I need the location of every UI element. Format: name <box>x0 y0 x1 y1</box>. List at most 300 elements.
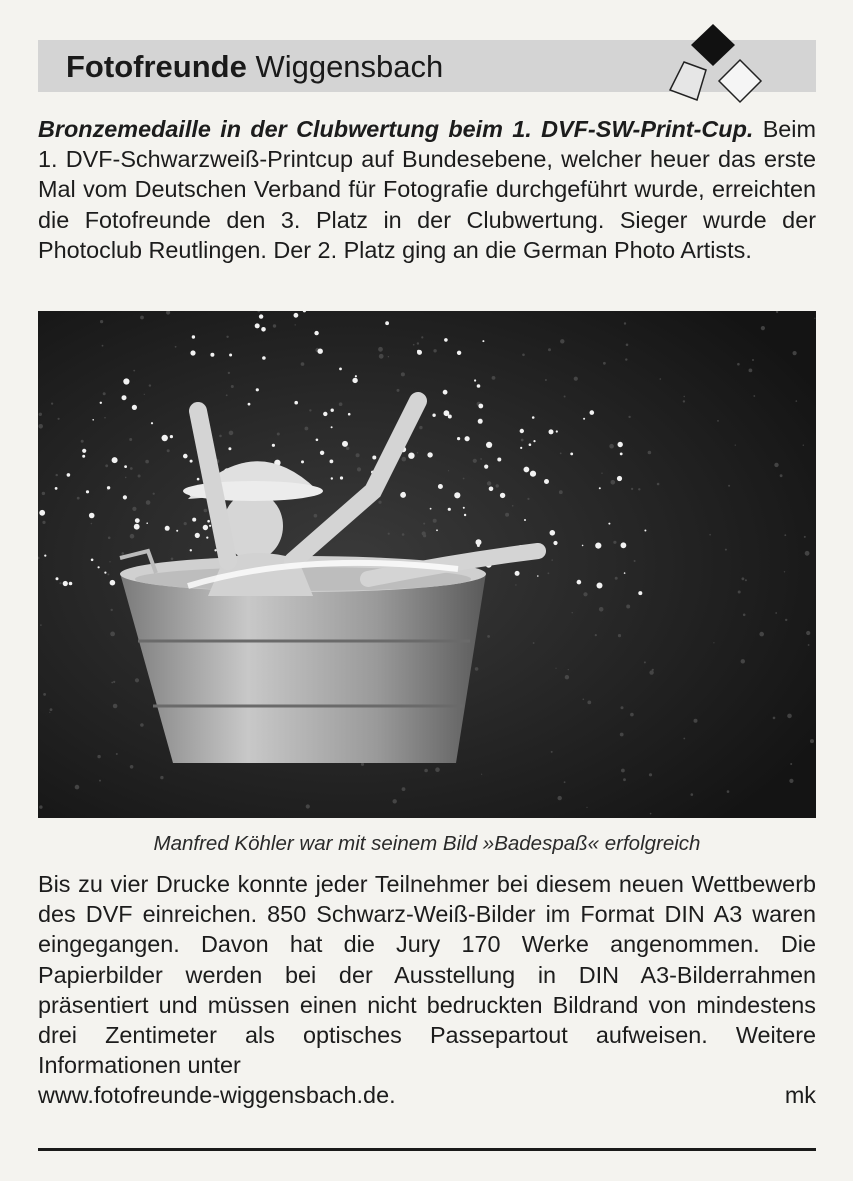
grass-fleck <box>745 579 747 581</box>
grass-fleck <box>789 779 793 783</box>
water-droplet <box>55 487 58 490</box>
grass-fleck <box>111 682 113 684</box>
water-droplet <box>110 580 116 586</box>
water-droplet <box>294 401 298 405</box>
water-droplet <box>331 409 334 412</box>
grass-fleck <box>146 500 151 505</box>
grass-fleck <box>728 485 730 487</box>
grass-fleck <box>761 326 765 330</box>
grass-fleck <box>160 776 163 779</box>
water-droplet <box>206 537 208 539</box>
grass-fleck <box>620 733 624 737</box>
water-droplet <box>228 447 231 450</box>
grass-fleck <box>130 765 134 769</box>
grass-fleck <box>644 661 646 663</box>
water-droplet <box>210 353 214 357</box>
grass-fleck <box>171 558 174 561</box>
water-droplet <box>457 351 461 355</box>
water-droplet <box>63 581 68 586</box>
grass-fleck <box>773 717 776 720</box>
grass-fleck <box>138 475 141 478</box>
grass-fleck <box>603 362 606 365</box>
grass-fleck <box>129 438 132 441</box>
grass-fleck <box>219 435 222 438</box>
water-droplet <box>209 525 211 527</box>
grass-fleck <box>314 514 318 518</box>
water-droplet <box>474 379 476 381</box>
grass-fleck <box>102 345 104 347</box>
grass-fleck <box>388 356 389 357</box>
grass-fleck <box>626 605 630 609</box>
water-droplet <box>124 465 127 468</box>
water-droplet <box>401 492 405 496</box>
grass-fleck <box>814 318 815 319</box>
water-droplet <box>478 419 483 424</box>
water-droplet <box>477 544 480 547</box>
grass-fleck <box>39 805 42 808</box>
grass-fleck <box>149 384 151 386</box>
water-droplet <box>570 453 573 456</box>
water-droplet <box>617 476 622 481</box>
grass-fleck <box>402 533 405 536</box>
grass-fleck <box>683 400 685 402</box>
grass-fleck <box>393 799 397 803</box>
grass-fleck <box>784 571 785 572</box>
grass-fleck <box>548 572 550 574</box>
water-droplet <box>67 473 71 477</box>
water-droplet <box>44 555 46 557</box>
grass-fleck <box>130 467 133 470</box>
grass-fleck <box>40 624 42 626</box>
club-title-bold: Fotofreunde <box>66 49 247 84</box>
grass-fleck <box>184 522 187 525</box>
water-droplet <box>553 541 557 545</box>
grass-fleck <box>522 354 525 357</box>
water-droplet <box>262 356 266 360</box>
water-droplet <box>348 413 351 416</box>
grass-fleck <box>684 396 685 397</box>
water-droplet <box>165 526 170 531</box>
grass-fleck <box>473 459 477 463</box>
water-droplet <box>176 530 178 532</box>
water-droplet <box>190 350 195 355</box>
grass-fleck <box>38 424 43 429</box>
water-droplet <box>597 583 603 589</box>
grass-fleck <box>803 445 804 446</box>
water-droplet <box>192 335 195 338</box>
grass-fleck <box>433 519 437 523</box>
water-droplet <box>294 313 299 318</box>
grass-fleck <box>559 490 563 494</box>
water-droplet <box>577 580 582 585</box>
grass-fleck <box>49 712 50 713</box>
water-droplet <box>624 572 626 574</box>
water-droplet <box>408 453 414 459</box>
water-droplet <box>214 549 216 551</box>
grass-fleck <box>683 738 685 740</box>
grass-fleck <box>113 704 118 709</box>
grass-fleck <box>229 431 234 436</box>
grass-fleck <box>175 346 177 348</box>
water-droplet <box>454 492 460 498</box>
grass-fleck <box>59 582 61 584</box>
water-droplet <box>638 591 642 595</box>
water-droplet <box>331 477 333 479</box>
grass-fleck <box>784 534 786 536</box>
grass-fleck <box>752 359 754 361</box>
grass-fleck <box>463 478 465 480</box>
grass-fleck <box>759 632 764 637</box>
water-droplet <box>583 418 585 420</box>
grass-fleck <box>568 669 569 670</box>
water-droplet <box>448 508 451 511</box>
water-droplet <box>427 452 432 457</box>
grass-fleck <box>626 344 629 347</box>
grass-fleck <box>551 751 553 753</box>
grass-fleck <box>379 354 384 359</box>
grass-fleck <box>357 467 361 471</box>
grass-fleck <box>694 719 698 723</box>
grass-fleck <box>423 523 425 525</box>
water-droplet <box>486 442 492 448</box>
water-droplet <box>190 549 192 551</box>
water-droplet <box>457 437 460 440</box>
grass-fleck <box>548 348 551 351</box>
grass-fleck <box>81 440 84 443</box>
water-droplet <box>620 453 623 456</box>
water-droplet <box>342 441 348 447</box>
water-droplet <box>520 447 522 449</box>
grass-fleck <box>480 458 482 460</box>
water-droplet <box>207 520 210 523</box>
grass-fleck <box>111 609 113 611</box>
grass-fleck <box>657 483 660 486</box>
grass-fleck <box>305 427 309 431</box>
water-droplet <box>484 465 488 469</box>
grass-fleck <box>91 523 93 525</box>
water-droplet <box>444 338 448 342</box>
grass-fleck <box>808 644 810 646</box>
water-droplet <box>104 572 106 574</box>
grass-fleck <box>277 433 280 436</box>
grass-fleck <box>574 377 578 381</box>
website-link[interactable]: www.fotofreunde-wiggensbach.de. <box>38 1082 396 1109</box>
grass-fleck <box>621 769 625 773</box>
body-text: Bis zu vier Drucke konnte jeder Teilnehmer bei diesem neuen Wettbewerb des DVF einreichen. 850 Schwarz-Weiß-Bilder im Format DIN A3 waren eingegangen. Davon hat die Jury 170 Werke angenommen. Die Papierbilder werden bei der Ausstellung in DIN A3-Bilderrahmen präsentiert und müssen einen nicht bedruckten Bildrand von mindestens drei Zentimeter als optisches Passepartout aufweisen. Weitere Informationen unter <box>38 871 816 1079</box>
water-droplet <box>314 331 318 335</box>
water-droplet <box>323 412 327 416</box>
grass-fleck <box>231 385 234 388</box>
grass-fleck <box>402 787 406 791</box>
water-droplet <box>595 543 601 549</box>
water-droplet <box>98 566 100 568</box>
grass-fleck <box>228 372 230 374</box>
grass-fleck <box>116 753 118 755</box>
grass-fleck <box>609 444 614 449</box>
water-droplet <box>248 403 251 406</box>
water-droplet <box>465 436 470 441</box>
grass-fleck <box>650 813 652 815</box>
water-droplet <box>183 454 188 459</box>
grass-fleck <box>417 452 418 453</box>
grass-fleck <box>339 402 343 406</box>
water-droplet <box>537 575 539 577</box>
grass-fleck <box>295 324 296 325</box>
water-droplet <box>316 439 319 442</box>
water-droplet <box>482 340 484 342</box>
water-droplet <box>112 457 118 463</box>
grass-fleck <box>125 477 127 479</box>
grass-fleck <box>42 521 45 524</box>
water-droplet <box>82 449 86 453</box>
water-droplet <box>229 354 232 357</box>
club-title-regular: Wiggensbach <box>255 49 444 84</box>
grass-fleck <box>560 453 562 455</box>
water-droplet <box>549 429 554 434</box>
grass-fleck <box>527 498 529 500</box>
grass-fleck <box>140 316 144 320</box>
grass-fleck <box>638 488 640 490</box>
grass-fleck <box>475 667 479 671</box>
water-droplet <box>320 451 324 455</box>
lead-paragraph <box>38 114 816 265</box>
grass-fleck <box>104 417 106 419</box>
grass-fleck <box>487 635 490 638</box>
grass-fleck <box>140 723 144 727</box>
grass-fleck <box>628 416 630 418</box>
water-droplet <box>500 493 505 498</box>
water-droplet <box>132 405 137 410</box>
grass-fleck <box>717 420 719 422</box>
grass-fleck <box>742 577 745 580</box>
water-droplet <box>443 390 448 395</box>
grass-fleck <box>691 793 694 796</box>
grass-fleck <box>492 376 496 380</box>
water-droplet <box>135 518 140 523</box>
grass-fleck <box>601 473 602 474</box>
water-droplet <box>123 378 129 384</box>
grass-fleck <box>43 693 46 696</box>
grass-fleck <box>793 351 797 355</box>
grass-fleck <box>397 389 400 392</box>
grass-fleck <box>135 678 139 682</box>
grass-fleck <box>595 634 597 636</box>
water-droplet <box>146 522 148 524</box>
grass-fleck <box>424 769 428 773</box>
water-droplet <box>272 444 275 447</box>
water-droplet <box>590 410 595 415</box>
water-droplet <box>464 514 466 516</box>
grass-fleck <box>785 619 787 621</box>
grass-fleck <box>586 807 587 808</box>
photo-badespass <box>38 311 816 818</box>
water-droplet <box>432 414 435 417</box>
grass-fleck <box>787 714 792 719</box>
grass-fleck <box>423 534 426 537</box>
grass-fleck <box>419 426 422 429</box>
photo-caption: Manfred Köhler war mit seinem Bild »Badespaß« erfolgreich <box>153 832 701 855</box>
water-droplet <box>170 435 173 438</box>
water-droplet <box>618 442 623 447</box>
grass-fleck <box>50 708 53 711</box>
grass-fleck <box>565 675 569 679</box>
grass-fleck <box>805 551 810 556</box>
grass-fleck <box>496 484 499 487</box>
grass-fleck <box>572 612 573 613</box>
grass-fleck <box>649 670 653 674</box>
water-droplet <box>621 542 627 548</box>
water-droplet <box>256 388 259 391</box>
grass-fleck <box>551 559 553 561</box>
water-droplet <box>533 440 535 442</box>
diamond-logo-icon <box>660 18 770 108</box>
grass-fleck <box>796 400 798 402</box>
bottom-rule <box>38 1148 816 1151</box>
water-droplet <box>489 487 494 492</box>
grass-fleck <box>306 804 310 808</box>
headline: Bronzemedaille in der Clubwertung beim 1. DVF-SW-Print-Cup. <box>38 116 754 142</box>
water-droplet <box>430 508 432 510</box>
grass-fleck <box>361 763 364 766</box>
water-droplet <box>107 486 110 489</box>
grass-fleck <box>727 790 730 793</box>
grass-fleck <box>634 560 636 562</box>
grass-fleck <box>132 507 136 511</box>
water-droplet <box>190 460 193 463</box>
grass-fleck <box>780 474 783 477</box>
grass-fleck <box>512 505 514 507</box>
grass-fleck <box>421 336 423 338</box>
grass-fleck <box>401 372 405 376</box>
grass-fleck <box>144 394 145 395</box>
grass-fleck <box>583 592 587 596</box>
water-droplet <box>91 559 94 562</box>
lead-text: Beim 1. DVF-Schwarzweiß-Printcup auf Bundesebene, welcher heuer das erste Mal vom Deutschen Verband für Fotografie durchgeführt wurde, erreichten die Fotofreunde den 3. Platz in der Clubwertung. Sieger wurde der Photoclub Reutlingen. Der 2. Platz ging an die German Photo Artists. <box>38 116 816 263</box>
water-droplet <box>524 519 526 521</box>
water-droplet <box>544 479 549 484</box>
water-droplet <box>372 456 376 460</box>
grass-fleck <box>624 322 626 324</box>
grass-fleck <box>145 460 149 464</box>
grass-fleck <box>618 634 621 637</box>
grass-fleck <box>103 392 106 395</box>
grass-fleck <box>806 631 810 635</box>
water-droplet <box>123 495 127 499</box>
grass-fleck <box>621 706 624 709</box>
grass-fleck <box>564 781 566 783</box>
club-title <box>66 44 443 90</box>
grass-fleck <box>58 418 60 420</box>
water-droplet <box>192 518 196 522</box>
water-droplet <box>69 582 73 586</box>
water-droplet <box>556 430 558 432</box>
grass-fleck <box>810 739 814 743</box>
grass-fleck <box>515 584 516 585</box>
grass-fleck <box>39 413 42 416</box>
grass-fleck <box>105 464 108 467</box>
water-droplet <box>195 533 200 538</box>
grass-fleck <box>545 379 547 381</box>
grass-fleck <box>273 324 276 327</box>
grass-fleck <box>77 497 80 500</box>
grass-fleck <box>417 342 419 344</box>
grass-fleck <box>122 552 125 555</box>
water-droplet <box>318 349 323 354</box>
grass-fleck <box>110 632 115 637</box>
water-droplet <box>582 545 584 547</box>
grass-fleck <box>153 493 155 495</box>
water-droplet <box>478 404 483 409</box>
water-droplet <box>417 350 420 353</box>
grass-fleck <box>649 773 652 776</box>
grass-fleck <box>402 457 407 462</box>
water-droplet <box>255 323 260 328</box>
photo-illustration <box>38 311 816 818</box>
grass-fleck <box>109 561 110 562</box>
grass-fleck <box>648 451 652 455</box>
water-droplet <box>151 422 153 424</box>
grass-fleck <box>413 344 415 346</box>
water-droplet <box>599 487 601 489</box>
grass-fleck <box>481 774 482 775</box>
grass-fleck <box>630 713 634 717</box>
grass-fleck <box>564 396 566 398</box>
grass-fleck <box>611 480 616 485</box>
grass-fleck <box>725 549 727 551</box>
water-droplet <box>92 419 94 421</box>
grass-fleck <box>521 439 524 442</box>
water-droplet <box>340 476 343 479</box>
grass-fleck <box>51 403 53 405</box>
grass-fleck <box>133 370 135 372</box>
water-droplet <box>261 327 266 332</box>
water-droplet <box>86 490 89 493</box>
grass-fleck <box>301 362 305 366</box>
grass-fleck <box>587 701 591 705</box>
grass-fleck <box>583 699 585 701</box>
grass-fleck <box>790 763 792 765</box>
grass-fleck <box>660 378 662 380</box>
water-droplet <box>608 523 610 525</box>
grass-fleck <box>735 445 736 446</box>
grass-fleck <box>167 449 170 452</box>
water-droplet <box>39 510 45 516</box>
grass-fleck <box>97 755 100 758</box>
water-droplet <box>497 458 501 462</box>
grass-fleck <box>75 785 80 790</box>
water-droplet <box>385 321 389 325</box>
grass-fleck <box>533 642 535 644</box>
grass-fleck <box>713 642 714 643</box>
grass-fleck <box>378 347 383 352</box>
grass-fleck <box>737 363 740 366</box>
grass-fleck <box>625 358 627 360</box>
grass-fleck <box>615 577 618 580</box>
author-initials: mk <box>784 1082 816 1109</box>
grass-fleck <box>130 534 135 539</box>
grass-fleck <box>558 796 562 800</box>
water-droplet <box>339 368 342 371</box>
water-droplet <box>197 478 200 481</box>
water-droplet <box>529 443 532 446</box>
water-droplet <box>463 507 465 509</box>
grass-fleck <box>346 447 349 450</box>
grass-fleck <box>226 336 228 338</box>
water-droplet <box>524 467 530 473</box>
grass-fleck <box>433 349 436 352</box>
water-droplet <box>331 426 333 428</box>
water-droplet <box>477 384 481 388</box>
